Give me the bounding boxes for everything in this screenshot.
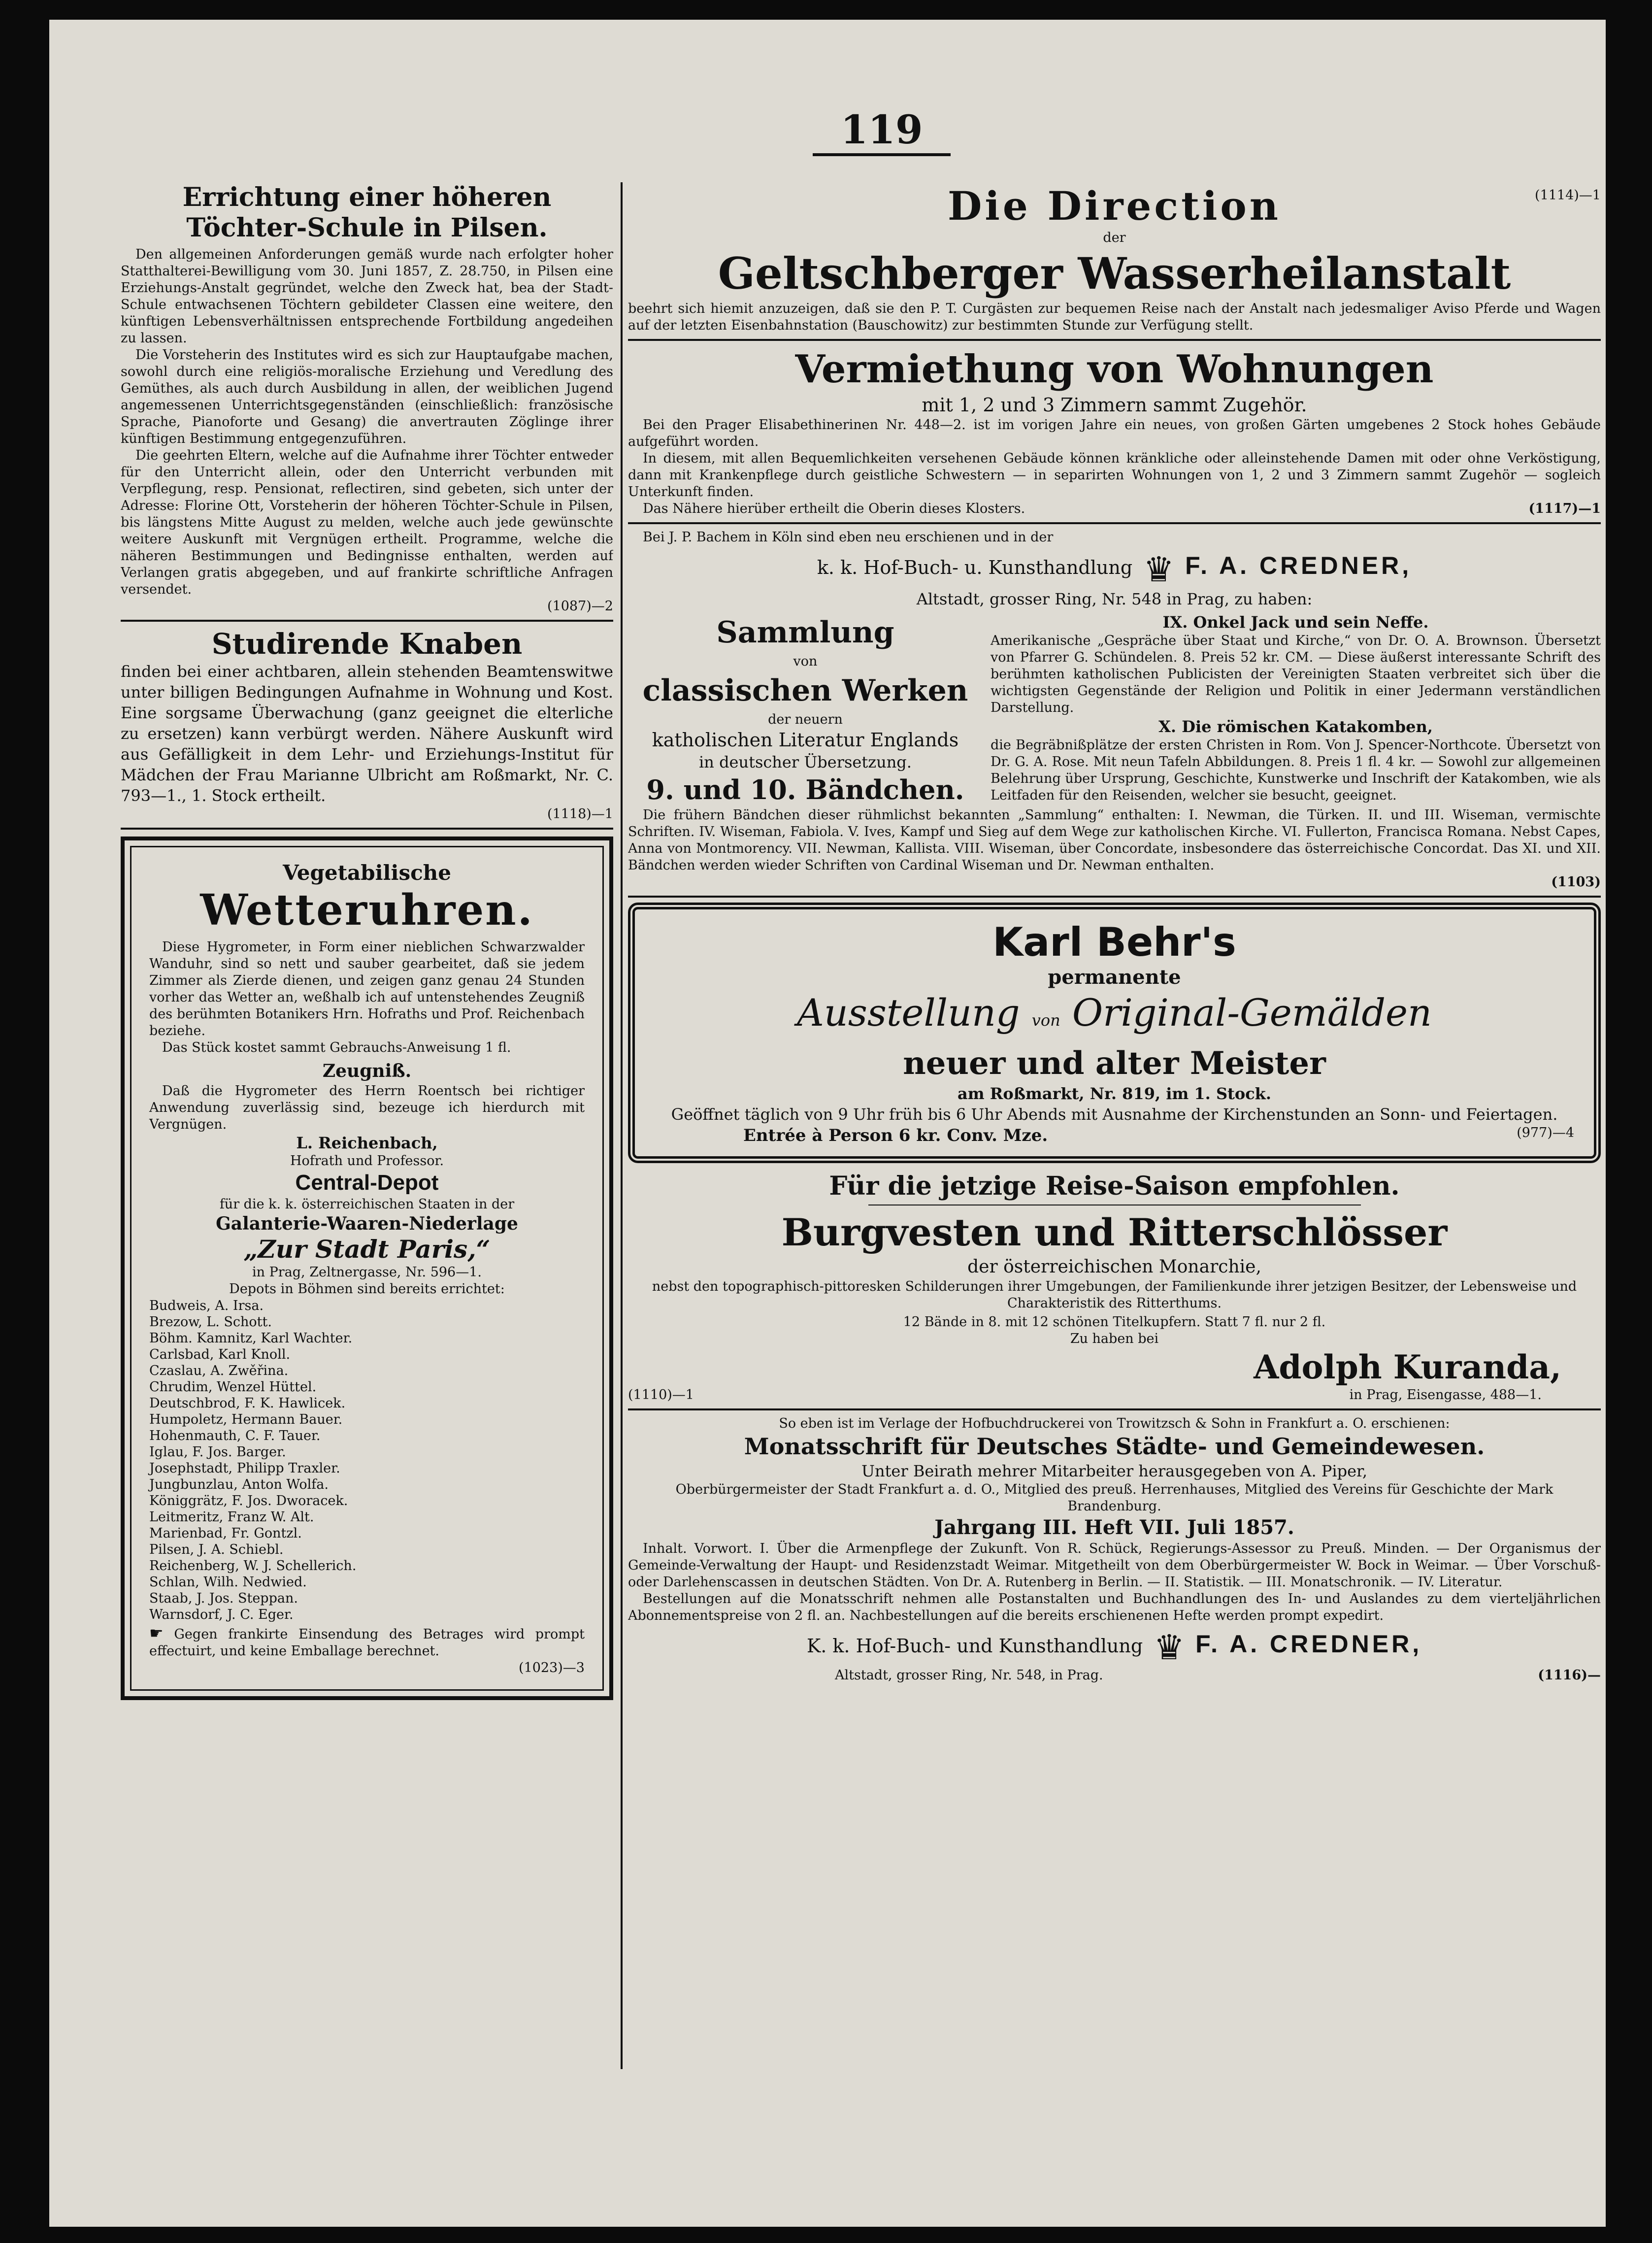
ad-title: Burgvesten und Ritterschlösser — [781, 1210, 1448, 1254]
ad-burgvesten — [628, 1170, 1601, 1404]
ad-title: Vermiethung von Wohnungen — [795, 347, 1434, 392]
right-column — [628, 182, 1601, 2177]
ad-issue: Jahrgang III. Heft VII. Juli 1857. — [934, 1515, 1294, 1539]
depot-item: Deutschbrod, F. K. Hawlicek. — [149, 1396, 346, 1411]
publisher-name: F. A. CREDNER, — [1195, 1630, 1422, 1658]
ad-reference: (1114)—1 — [1535, 188, 1601, 203]
collection-der: der neuern — [768, 711, 843, 727]
exhibition-masters: neuer und alter Meister — [903, 1044, 1326, 1082]
earlier-volumes: Die frühern Bändchen dieser rühmlichst bekannten „Sammlung“ enthalten: I. Newman, die Türken. II. und III. Wiseman, vermischte Schriften. IV. Wiseman, Fabiola. V. Ives, Kampf und Sieg auf dem Wege zur katholischen Kirche. VI. Fullerton, Francisca Romana. Nebst Capes, Anna von Montmorency. VII. Newman, Kallista. VIII. Wiseman, über Concordate, insbesondere das österreichische Concordat. Das XI. und XII. Bändchen werden wieder Schriften von Cardinal Wiseman und Dr. Newman enthalten. — [628, 807, 1601, 873]
ad-paragraph: Das Nähere hierüber ertheilt die Oberin dieses Klosters. — [643, 501, 1025, 516]
ad-reference: (1116)— — [1538, 1668, 1601, 1683]
publisher-line — [628, 1624, 1601, 1668]
ad-reference: (1117)—1 — [1528, 501, 1601, 516]
store-name: „Zur Stadt Paris,“ — [243, 1235, 491, 1264]
eagle-crest-icon: ♛ — [1154, 1627, 1185, 1668]
ad-reference: (1103) — [1551, 874, 1601, 890]
ad-orders: Bestellungen auf die Monatsschrift nehmen alle Postanstalten und Buchhandlungen des In- und Auslandes zu dem vierteljährlichen Abonnementspreise von 2 fl. an. Nachbestellungen auf die bereits erschienenen Hefte werden prompt expedirt. — [628, 1591, 1601, 1623]
collection-lit: katholischen Literatur Englands — [652, 729, 959, 751]
collection-title-2: classischen Werken — [642, 673, 968, 708]
ad-title: Karl Behr's — [992, 919, 1236, 965]
divider — [121, 620, 613, 622]
ad-subtitle: mit 1, 2 und 3 Zimmern sammt Zugehör. — [922, 394, 1307, 416]
ad-body: nebst den topographisch-pittoresken Schilderungen ihrer Umgebungen, der Familienkunde ihrer jetzigen Besitzer, der Lebensweise und Charakteristik des Ritterthums. — [652, 1278, 1577, 1311]
ad-title: Monatsschrift für Deutsches Städte- und Gemeindewesen. — [744, 1433, 1485, 1460]
volume-x-body: die Begräbnißplätze der ersten Christen in Rom. Von J. Spencer-Northcote. Übersetzt von Dr. G. A. Rose. Mit neun Tafeln Abbildungen. 8. Preis 1 fl. 4 kr. — Sowohl zur allgemeinen Belehrung über Ursprung, Geschichte, Kunstwerke und Inschrift der Katakomben, wie als Leitfaden für den Reisenden, welcher sie besucht, geeignet. — [991, 737, 1601, 803]
collection-details — [991, 612, 1601, 807]
ad-permanente: permanente — [1048, 965, 1181, 989]
ad-contents: Inhalt. Vorwort. I. Über die Armenpflege der Zukunft. Von R. Schück, Regierungs-Assessor zu Preuß. Minden. — Der Organismus der Gemeinde-Verwaltung der Haupt- und Residenzstadt Weimar. Mitgetheilt von dem Oberbürgermeister W. Bock in Weimar. — Über Vorschuß- oder Darlehenscassen in deutschen Städten. Von Dr. A. Rutenberg in Berlin. — II. Statistik. — III. Monatschronik. — IV. Literatur. — [628, 1540, 1601, 1590]
ad-zu-haben: Zu haben bei — [1070, 1331, 1159, 1346]
collection-von: von — [793, 653, 818, 669]
depot-title: Central-Depot — [295, 1171, 439, 1195]
signature-title: Hofrath und Professor. — [290, 1153, 444, 1169]
shop-label: K. k. Hof-Buch- und Kunsthandlung — [806, 1635, 1143, 1657]
galanterie: Galanterie-Waaren-Niederlage — [216, 1213, 518, 1234]
collection-translation: in deutscher Übersetzung. — [699, 752, 912, 771]
newspaper-page — [49, 20, 1606, 2227]
ad-subtitle: der österreichischen Monarchie, — [967, 1256, 1261, 1277]
ad-editor-2: Oberbürgermeister der Stadt Frankfurt a. d. O., Mitglied des preuß. Herrenhauses, Mitglied des Vereins für Geschichte der Mark Brandenburg. — [675, 1481, 1553, 1514]
ad-credner-books — [628, 529, 1601, 891]
volume-ix-title: IX. Onkel Jack und sein Neffe. — [1162, 612, 1429, 632]
pointing-hand-icon: ☛ — [149, 1624, 164, 1642]
ad-title: Wetteruhren. — [200, 885, 534, 935]
depot-item: Brezow, L. Schott. — [149, 1314, 272, 1330]
shop-label: k. k. Hof-Buch- u. Kunsthandlung — [817, 557, 1133, 578]
ad-paragraph: Bei den Prager Elisabethinerinen Nr. 448—2. ist im vorigen Jahre ein neues, von großen Gärten umgebenes 2 Stock hohes Gebäude aufgeführt worden. — [628, 417, 1601, 449]
collection-title-block — [628, 612, 991, 807]
exhibition-von: von — [1031, 1010, 1060, 1030]
ad-title: Studirende Knaben — [211, 627, 523, 661]
ad-kicker: Für die jetzige Reise-Saison empfohlen. — [829, 1171, 1400, 1201]
ad-vermiethung — [628, 346, 1601, 517]
divider — [628, 1408, 1601, 1410]
depot-item: Josephstadt, Philipp Traxler. — [149, 1461, 340, 1476]
volume-ix-body: Amerikanische „Gespräche über Staat und Kirche,“ von Dr. O. A. Brownson. Übersetzt von Pfarrer G. Schündelen. 8. Preis 52 kr. CM. — Diese äußerst interessante Schrift des berühmten katholischen Publicisten der Vereinigten Staaten verbreitet sich über die wichtigsten Gegenstände der Religion und Politik in einer Jedermann verständlichen Darstellung. — [991, 633, 1601, 715]
depot-item: Schlan, Wilh. Nedwied. — [149, 1574, 307, 1590]
ad-toechterschule — [121, 182, 613, 615]
exhibition-line — [655, 989, 1574, 1044]
depot-item: Jungbunzlau, Anton Wolfa. — [149, 1477, 329, 1492]
ad-intro: Bei J. P. Bachem in Köln sind eben neu erschienen und in der — [643, 530, 1054, 545]
divider — [628, 522, 1601, 524]
page-number: 119 — [813, 106, 951, 156]
ad-paragraph: Die Vorsteherin des Institutes wird es sich zur Hauptaufgabe machen, sowohl durch eine religiös-moralische Erziehung und Veredlung des Gemüthes, als auch durch Ausbildung in allen, der weiblichen Jugend angemessenen Unterrichtsgegenständen (einschließlich: französische Sprache, Pianoforte und Gesang) die anvertrauten Zöglinge ihrer künftigen Bestimmung entgegenzuführen. — [121, 347, 613, 446]
exhibition-original: Original-Gemälden — [1072, 990, 1432, 1035]
ad-body: finden bei einer achtbaren, allein stehenden Beamtenswitwe unter billigen Bedingungen Aufnahme in Wohnung und Kost. Eine sorgsame Überwachung (ganz geeignet die elterliche zu ersetzen) kann verbürgt werden. Nähere Auskunft wird aus Gefälligkeit in dem Lehr- und Erziehungs-Institut für Mädchen der Frau Marianne Ulbricht am Roßmarkt, Nr. C. 793—1., 1. Stock ertheilt. — [121, 662, 613, 805]
eagle-crest-icon: ♛ — [1143, 549, 1175, 590]
seller-name: Adolph Kuranda, — [1254, 1347, 1561, 1386]
exhibition-entree: Entrée à Person 6 kr. Conv. Mze. — [743, 1125, 1048, 1145]
depot-item: Marienbad, Fr. Gontzl. — [149, 1526, 302, 1541]
ad-reference: (1023)—3 — [519, 1660, 585, 1675]
ad-reference: (977)—4 — [1517, 1125, 1574, 1140]
exhibition-address: am Roßmarkt, Nr. 819, im 1. Stock. — [958, 1084, 1271, 1103]
depot-item: Carlsbad, Karl Knoll. — [149, 1347, 291, 1362]
ad-reference: (1118)—1 — [547, 806, 613, 822]
ad-paragraph: Diese Hygrometer, in Form einer nieblichen Schwarzwalder Wanduhr, sind so nett und sauber gearbeitet, daß sie jedem Zimmer als Zierde dienen, und zeigen ganz genau 24 Stunden vorher das Wetter an, weßhalb ich auf untenstehendes Zeugniß des berühmten Botanikers Hrn. Hofraths und Prof. Reichenbach beziehe. — [149, 939, 585, 1038]
column-divider — [621, 182, 623, 2069]
publisher-line — [628, 546, 1601, 589]
depot-item: Warnsdorf, J. C. Eger. — [149, 1607, 294, 1622]
depot-item: Reichenberg, W. J. Schellerich. — [149, 1558, 357, 1573]
ad-paragraph: Die geehrten Eltern, welche auf die Aufnahme ihrer Töchter entweder für den Unterricht allein, oder den Unterricht verbunden mit Verpflegung, resp. Pensionat, reflectiren, sind gebeten, sich unter der Adresse: Florine Ott, Vorsteherin der höheren Töchter-Schule in Pilsen, bis längstens Mitte August zu melden, welche auch jede gewünschte weitere Auskunft mit Vergnügen ertheilt. Programme, welche die näheren Bestimmungen und Bedingnisse enthalten, werden auf Verlangen gratis abgegeben, und auf frankirte schriftliche Anfragen versendet. — [121, 448, 613, 597]
ad-kicker: Vegetabilische — [283, 861, 451, 885]
ad-note — [149, 1625, 585, 1660]
divider — [121, 828, 613, 830]
depot-item: Königgrätz, F. Jos. Dworacek. — [149, 1493, 348, 1508]
depot-list — [149, 1298, 585, 1623]
ad-paragraph: Das Stück kostet sammt Gebrauchs-Anweisung 1 fl. — [162, 1040, 511, 1055]
publisher-name: F. A. CREDNER, — [1185, 552, 1412, 579]
ad-head: Die Direction — [948, 183, 1281, 229]
volume-x-title: X. Die römischen Katakomben, — [1158, 717, 1433, 736]
ad-wetteruhren — [121, 837, 613, 1700]
signature-name: L. Reichenbach, — [296, 1134, 438, 1152]
exhibition-word: Ausstellung — [797, 990, 1020, 1035]
ad-monatsschrift — [628, 1415, 1601, 1684]
exhibition-hours: Geöffnet täglich von 9 Uhr früh bis 6 Uhr Abends mit Ausnahme der Kirchenstunden an Sonn- und Feiertagen. — [671, 1105, 1558, 1124]
ad-der: der — [1103, 230, 1126, 245]
collection-volumes: 9. und 10. Bändchen. — [646, 773, 964, 805]
depots-intro: Depots in Böhmen sind bereits errichtet: — [229, 1281, 505, 1297]
ad-intro: So eben ist im Verlage der Hofbuchdruckerei von Trowitzsch & Sohn in Frankfurt a. O. erschienen: — [779, 1415, 1450, 1431]
ad-karl-behr — [628, 903, 1601, 1163]
depot-item: Staab, J. Jos. Steppan. — [149, 1591, 298, 1606]
depot-line: für die k. k. österreichischen Staaten in der — [219, 1197, 515, 1212]
ad-geltschberg — [628, 182, 1601, 334]
seller-address: in Prag, Eisengasse, 488—1. — [1349, 1387, 1542, 1403]
depot-item: Czaslau, A. Zwěřina. — [149, 1363, 289, 1378]
depot-item: Böhm. Kamnitz, Karl Wachter. — [149, 1331, 353, 1346]
testimonial-text: Daß die Hygrometer des Herrn Roentsch bei richtiger Anwendung zuverlässig sind, bezeuge ich hierdurch mit Vergnügen. — [149, 1083, 585, 1132]
depot-item: Iglau, F. Jos. Barger. — [149, 1444, 286, 1460]
ad-reference: (1087)—2 — [547, 599, 613, 614]
store-address: in Prag, Zeltnergasse, Nr. 596—1. — [252, 1265, 482, 1280]
publisher-address: Altstadt, grosser Ring, Nr. 548, in Prag. — [835, 1668, 1103, 1683]
depot-item: Leitmeritz, Franz W. Alt. — [149, 1509, 314, 1525]
ad-title: Geltschberger Wasserheilanstalt — [718, 248, 1511, 299]
left-column — [121, 182, 613, 2153]
depot-item: Pilsen, J. A. Schiebl. — [149, 1542, 284, 1557]
note-text: Gegen frankirte Einsendung des Betrages wird prompt effectuirt, und keine Emballage berechnet. — [149, 1627, 585, 1659]
ad-body: beehrt sich hiemit anzuzeigen, daß sie den P. T. Curgästen zur bequemen Reise nach der Anstalt nach jedesmaliger Aviso Pferde und Wagen auf der letzten Eisenbahnstation (Bauschowitz) zur bestimmten Stunde zur Verfügung stellt. — [628, 301, 1601, 333]
divider — [628, 339, 1601, 341]
publisher-address: Altstadt, grosser Ring, Nr. 548 in Prag, zu haben: — [916, 589, 1313, 608]
depot-item: Budweis, A. Irsa. — [149, 1298, 264, 1313]
ad-paragraph: In diesem, mit allen Bequemlichkeiten versehenen Gebäude können kränkliche oder alleinstehende Damen mit oder ohne Verköstigung, dann mit Krankenpflege durch geistliche Schwestern — in separirten Wohnungen von 1, 2 und 3 Zimmern sammt Zugehör — sogleich Unterkunft finden. — [628, 451, 1601, 500]
divider — [628, 896, 1601, 898]
depot-item: Humpoletz, Hermann Bauer. — [149, 1412, 343, 1427]
collection-title: Sammlung — [716, 615, 894, 650]
ad-paragraph: Den allgemeinen Anforderungen gemäß wurde nach erfolgter hoher Statthalterei-Bewilligung vom 30. Juni 1857, Z. 28.750, in Pilsen eine Erziehungs-Anstalt gegründet, welche den Zweck hat, bea der Stadt-Schule entwachsenen Töchtern gebildeter Classen eine weitere, den künftigen Lebensverhältnissen entsprechende Fortbildung angedeihen zu lassen. — [121, 247, 613, 346]
ad-title: Errichtung einer höheren Töchter-Schule in Pilsen. — [182, 182, 552, 243]
ad-price: 12 Bände in 8. mit 12 schönen Titelkupfern. Statt 7 fl. nur 2 fl. — [903, 1314, 1326, 1330]
ad-editor: Unter Beirath mehrer Mitarbeiter herausgegeben von A. Piper, — [861, 1461, 1367, 1480]
testimonial-title: Zeugniß. — [322, 1061, 412, 1081]
depot-item: Hohenmauth, C. F. Tauer. — [149, 1428, 321, 1443]
ad-reference: (1110)—1 — [628, 1387, 694, 1403]
depot-item: Chrudim, Wenzel Hüttel. — [149, 1379, 317, 1395]
ad-studirende-knaben — [121, 627, 613, 823]
